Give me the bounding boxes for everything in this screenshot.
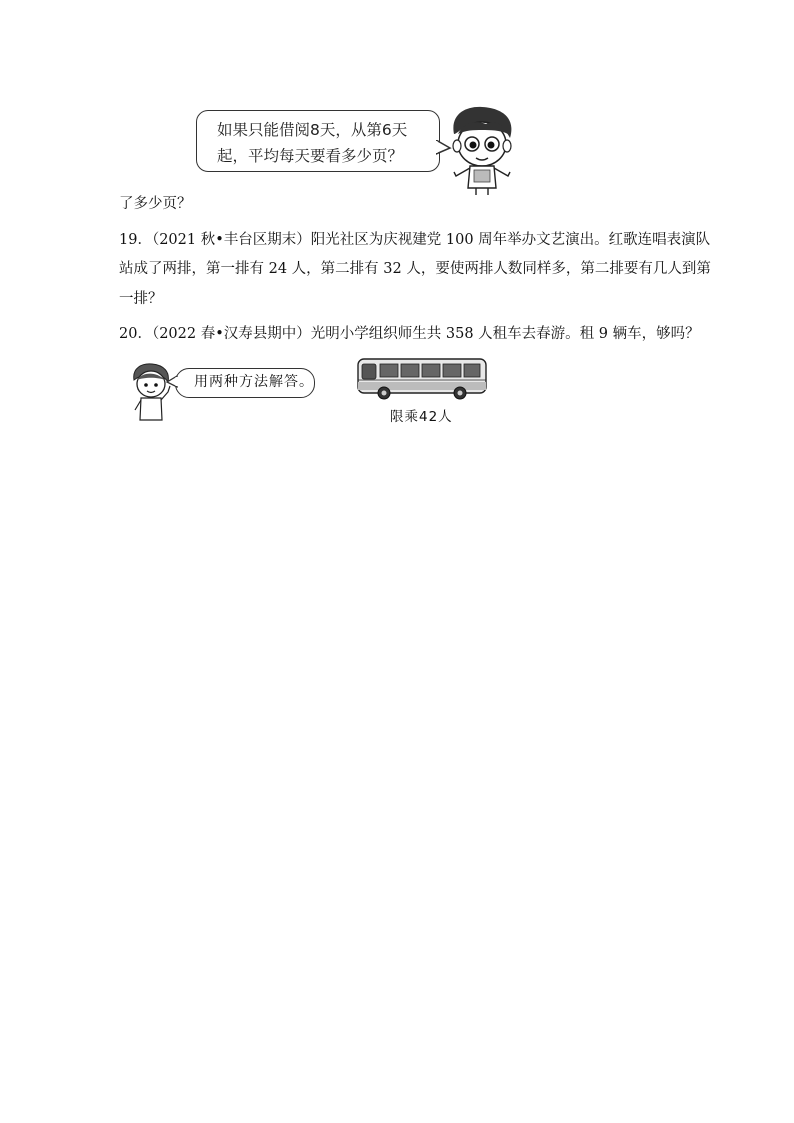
speech-bubble-two-methods	[175, 368, 315, 398]
question-19-line-3: 一排？	[119, 291, 163, 307]
bubble-two-tail	[166, 375, 178, 389]
bubble-text-line-1: 如果只能借阅8天，从第6天	[217, 121, 408, 139]
previous-question-tail: 了多少页？	[119, 196, 192, 212]
question-19-line-2: 站成了两排，第一排有 24 人，第二排有 32 人，要使两排人数同样多，第二排要有几人到第	[119, 261, 711, 277]
bubble-text-line-2: 起，平均每天要看多少页？	[217, 147, 404, 165]
bus-icon	[356, 356, 490, 402]
cartoon-child-illustration	[128, 362, 174, 424]
question-20-line-1: 20．（2022 春•汉寿县期中）光明小学组织师生共 358 人租车去春游。租 9 辆车，够吗？	[119, 326, 700, 342]
speech-bubble	[196, 110, 440, 172]
bubble-two-text: 用两种方法解答。	[194, 374, 314, 390]
bus-capacity-caption: 限乘42人	[390, 409, 453, 425]
question-19-line-1: 19．（2021 秋•丰台区期末）阳光社区为庆视建党 100 周年举办文艺演出。红歌连唱表演队	[119, 232, 711, 248]
cartoon-boy-illustration	[446, 104, 518, 196]
